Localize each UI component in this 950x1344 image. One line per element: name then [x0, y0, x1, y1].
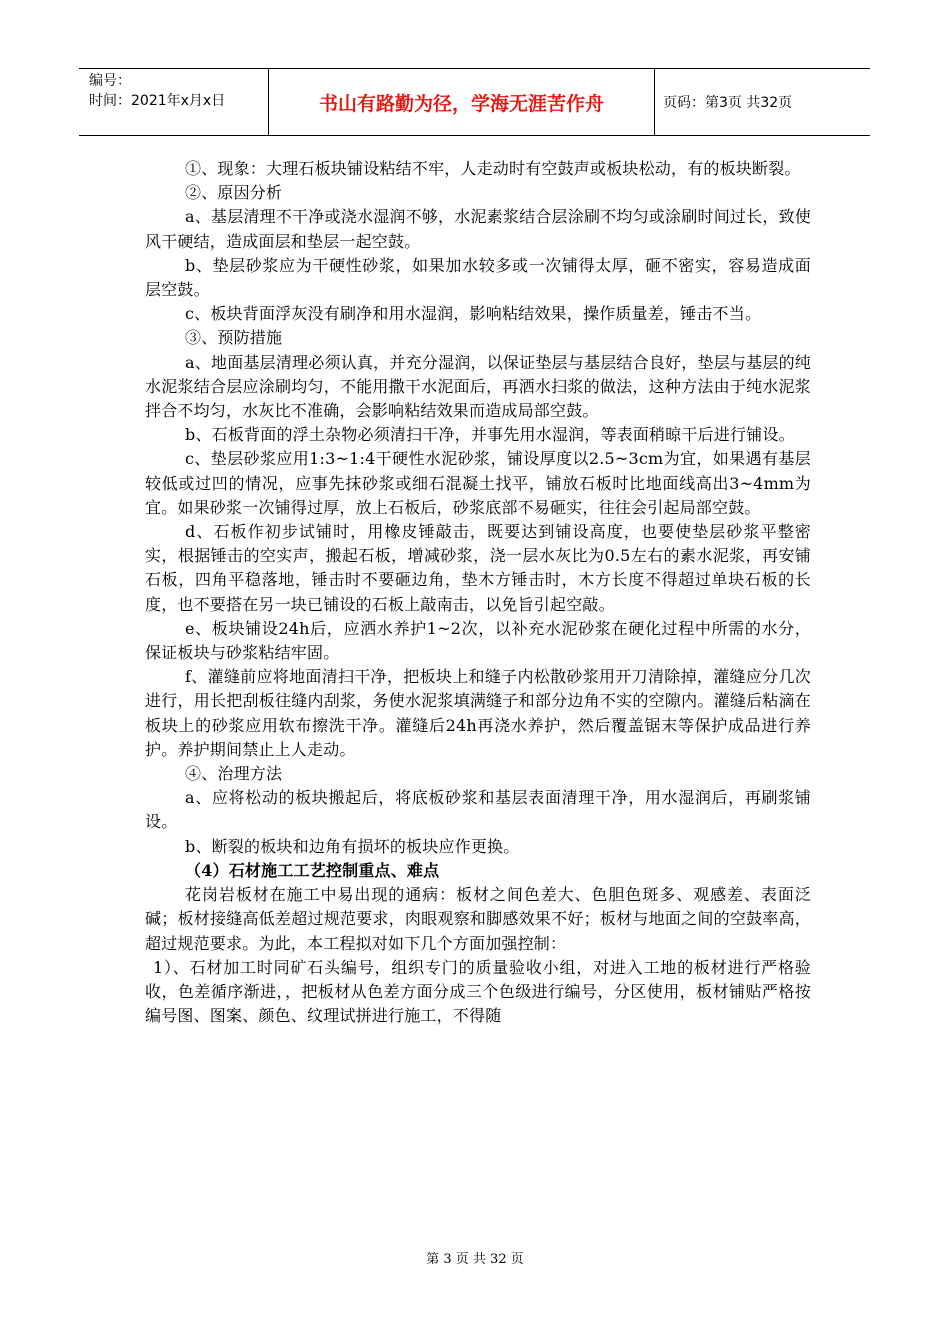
- paragraph: b、垫层砂浆应为干硬性砂浆，如果加水较多或一次铺得太厚，砸不密实，容易造成面层空鼓。: [145, 255, 811, 300]
- paragraph: 1）、石材加工时同矿石头编号，组织专门的质量验收小组，对进入工地的板材进行严格验收，色差循序渐进，，把板材从色差方面分成三个色级进行编号，分区使用，板材铺贴严格按编号图、图案、颜色、纹理试拼进行施工，不得随: [145, 957, 811, 1026]
- document-date: 时间：2021年x月x日: [89, 93, 226, 109]
- paragraph: a、应将松动的板块搬起后，将底板砂浆和基层表面清理干净，用水湿润后，再刷浆铺设。: [145, 788, 811, 832]
- paragraph: ①、现象：大理石板块铺设粘结不牢，人走动时有空鼓声或板块松动，有的板块断裂。: [185, 159, 801, 178]
- header-meta: [79, 69, 269, 135]
- paragraph: 花岗岩板材在施工中易出现的通病：板材之间色差大、色胆色斑多、观感差、表面泛碱；板材接缝高低差超过规范要求，肉眼观察和脚感效果不好；板材与地面之间的空鼓率高，超过规范要求。为此，本工程拟对如下几个方面加强控制：: [145, 885, 811, 953]
- paragraph: a、地面基层清理必须认真，并充分湿润，以保证垫层与基层结合良好，垫层与基层的纯水泥浆结合层应涂刷均匀，不能用撒干水泥面后，再洒水扫浆的做法，这种方法由于纯水泥浆拌合不均匀，水灰比不准确，会影响粘结效果而造成局部空鼓。: [145, 352, 811, 421]
- paragraph: a、基层清理不干净或浇水湿润不够，水泥素浆结合层涂刷不均匀或涂刷时间过长，致使风干硬结，造成面层和垫层一起空鼓。: [145, 207, 811, 251]
- document-body: [145, 157, 811, 1028]
- paragraph: ②、原因分析: [185, 183, 283, 203]
- paragraph: b、石板背面的浮土杂物必须清扫干净，并事先用水湿润，等表面稍晾干后进行铺设。: [185, 425, 795, 445]
- paragraph: f、灌缝前应将地面清扫干净，把板块上和缝子内松散砂浆用开刀清除掉，灌缝应分几次进行，用长把刮板往缝内刮浆，务使水泥浆填满缝子和部分边角不实的空隙内。灌缝后粘滴在板块上的砂浆应用软布擦洗干净。灌缝后24h再浇水养护，然后覆盖锯末等保护成品进行养护。养护期间禁止上人走动。: [145, 667, 811, 759]
- header-page-info: 页码：第3页 共32页: [663, 95, 793, 111]
- document-number-label: 编号：: [89, 73, 131, 89]
- header-motto: 书山有路勤为径，学海无涯苦作舟: [269, 69, 655, 135]
- page-footer: 第 3 页 共 32 页: [426, 1252, 524, 1267]
- paragraph: c、板块背面浮灰没有刷净和用水湿润，影响粘结效果，操作质量差，锤击不当。: [185, 304, 762, 324]
- page-header: [79, 68, 870, 136]
- paragraph: b、断裂的板块和边角有损坏的板块应作更换。: [185, 836, 520, 856]
- paragraph: d、石板作初步试铺时，用橡皮锤敲击，既要达到铺设高度，也要使垫层砂浆平整密实，根据锤击的空实声，搬起石板，增减砂浆，浇一层水灰比为0.5左右的素水泥浆，再安铺石板，四角平稳落地，锤击时不要砸边角，垫木方锤击时，木方长度不得超过单块石板的长度，也不要搭在另一块已铺设的石板上敲南击，以免旨引起空敲。: [145, 522, 811, 614]
- paragraph: ③、预防措施: [185, 328, 283, 348]
- paragraph: e、板块铺设24h后，应洒水养护1~2次，以补充水泥砂浆在硬化过程中所需的水分，保证板块与砂浆粘结牢固。: [145, 618, 811, 663]
- paragraph: ④、治理方法: [185, 764, 283, 784]
- paragraph: c、垫层砂浆应用1:3~1:4干硬性水泥砂浆，铺设厚度以2.5~3cm为宜，如果遇有基层较低或过凹的情况，应事先抹砂浆或细石混凝土找平，铺放石板时比地面线高出3~4mm为宜。如果砂浆一次铺得过厚，放上石板后，砂浆底部不易砸实，往往会引起局部空鼓。: [145, 449, 811, 517]
- section-heading: （4）石材施工工艺控制重点、难点: [185, 860, 440, 880]
